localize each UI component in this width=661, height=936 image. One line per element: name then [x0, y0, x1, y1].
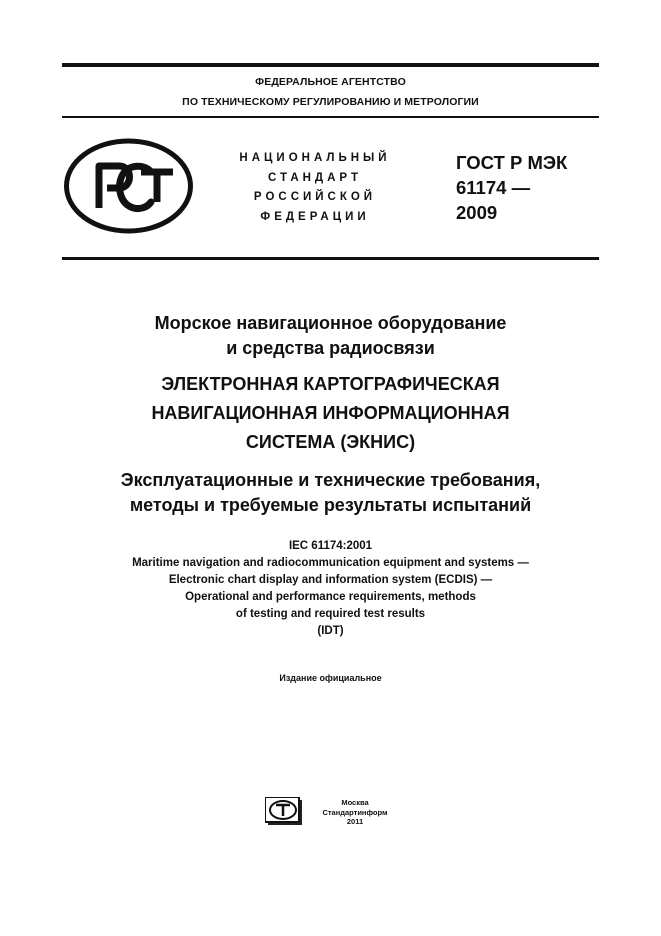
title-line-2: НАВИГАЦИОННАЯ ИНФОРМАЦИОННАЯ: [151, 403, 510, 423]
document-title: [40, 370, 621, 457]
national-line-1: НАЦИОНАЛЬНЫЙ: [239, 152, 391, 164]
subtitle-line-2: и средства радиосвязи: [226, 338, 435, 358]
iec-line-3: Operational and performance requirements, methods: [185, 591, 476, 603]
agency-line-1: ФЕДЕРАЛЬНОЕ АГЕНТСТВО: [255, 76, 406, 88]
bottom-rule: [62, 257, 599, 260]
iec-code: IEC 61174:2001: [288, 540, 373, 552]
national-line-4: ФЕДЕРАЦИИ: [260, 210, 370, 223]
publisher-name: Стандартинформ: [322, 807, 388, 817]
national-line-3: РОССИЙСКОЙ: [253, 191, 377, 203]
national-standard-label: [218, 149, 412, 227]
rst-certification-logo: [63, 138, 194, 234]
publisher-city: Москва: [341, 798, 369, 807]
agency-line-2: ПО ТЕХНИЧЕСКОМУ РЕГУЛИРОВАНИЮ И МЕТРОЛОГИИ: [182, 96, 479, 108]
iec-reference: [40, 538, 621, 640]
standard-designation: [456, 150, 567, 225]
description-line-1: Эксплуатационные и технические требования,: [120, 470, 541, 490]
designation-line-3: 2009: [456, 202, 498, 223]
iec-line-5: (IDT): [317, 625, 344, 637]
standartinform-logo: [265, 797, 305, 827]
logo-letter-t: [141, 172, 173, 202]
title-line-3: СИСТЕМА (ЭКНИС): [245, 432, 416, 452]
top-rule: [62, 63, 599, 67]
description-line-2: методы и требуемые результаты испытаний: [129, 495, 532, 515]
publisher-info: [310, 798, 400, 827]
document-subtitle: [40, 311, 621, 361]
designation-line-1: ГОСТ Р МЭК: [456, 152, 568, 173]
middle-rule: [62, 116, 599, 118]
iec-line-4: of testing and required test results: [235, 608, 426, 620]
national-line-2: СТАНДАРТ: [268, 171, 362, 184]
document-description: [40, 468, 621, 518]
publisher-year: 2011: [346, 817, 364, 826]
designation-line-2: 61174 —: [456, 177, 531, 198]
title-line-1: ЭЛЕКТРОННАЯ КАРТОГРАФИЧЕСКАЯ: [161, 374, 500, 394]
agency-header: [62, 72, 599, 112]
subtitle-line-1: Морское навигационное оборудование: [154, 313, 507, 333]
iec-line-2: Electronic chart display and information system (ECDIS) —: [168, 574, 493, 586]
iec-line-1: Maritime navigation and radiocommunication equipment and systems —: [132, 557, 529, 569]
edition-label: Издание официальное: [279, 673, 382, 683]
